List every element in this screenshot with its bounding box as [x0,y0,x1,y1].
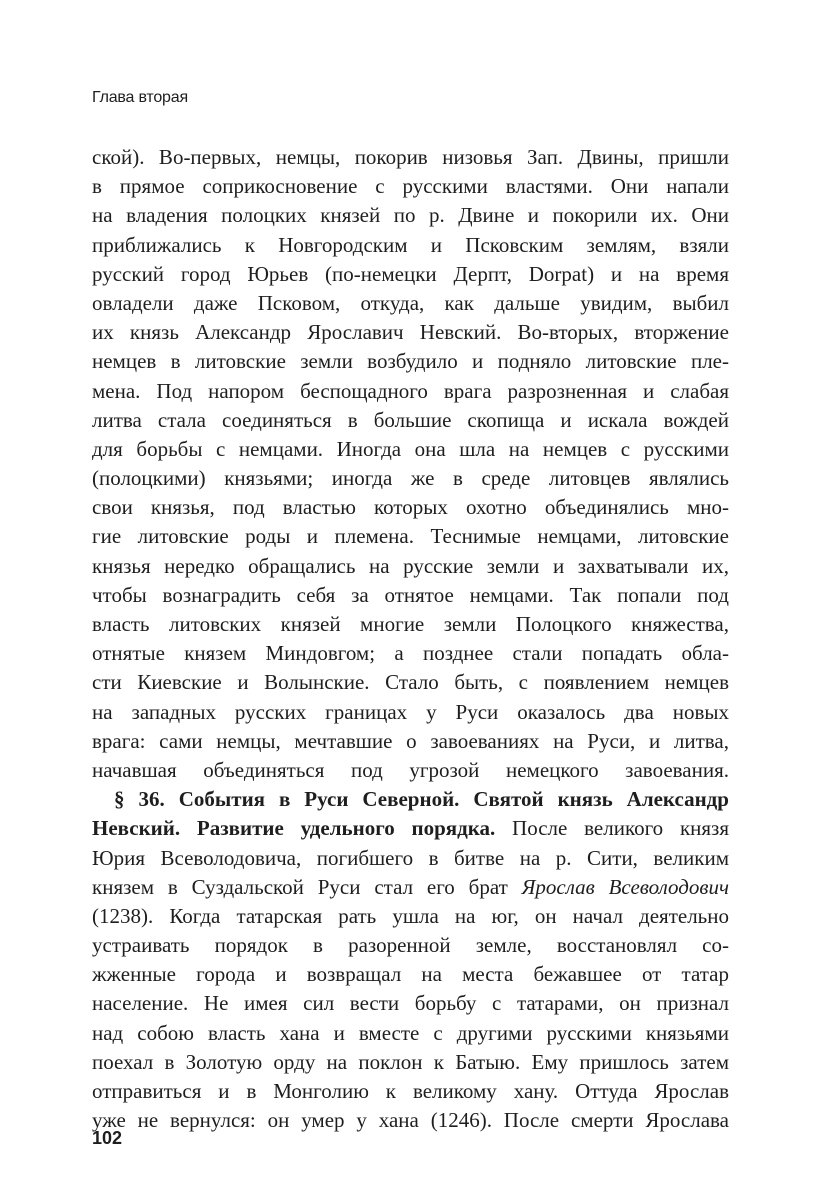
text-line: свои князья, под властью которых охотно объединялись мно- [92,495,729,520]
text-line: начавшая объединяться под угрозой немецкого завоевания. [92,757,729,782]
section-heading: § 36. События в Руси Северной. Святой князь Александр [114,787,729,812]
text-line: поехал в Золотую орду на поклон к Батыю. Ему пришлось затем [92,1049,729,1074]
body-text [92,143,729,1135]
text-line: Юрия Всеволодовича, погибшего в битве на р. Сити, великим [92,845,729,870]
text-line: жженные города и возвращал на места бежавшее от татар [92,962,729,987]
text-line: власть литовских князей многие земли Полоцкого княжества, [92,612,729,636]
text-line: литва стала соединяться в большие скопища и искала вождей [92,407,729,432]
page-number: 102 [92,1128,123,1148]
text-line [92,873,729,902]
text-line: врага: сами немцы, мечтавшие о завоеваниях на Руси, и литва, [92,728,729,753]
running-head: Глава вторая [92,89,188,106]
text-line [92,814,729,843]
text-line: уже не вернулся: он умер у хана (1246). После смерти Ярослава [92,1108,729,1133]
text-line: овладели даже Псковом, откуда, как дальше увидим, выбил [92,290,729,315]
text-line: в прямое соприкосновение с русскими властями. Они напали [92,174,729,199]
text-line: население. Не имея сил вести борьбу с татарами, он признал [92,991,729,1016]
text-line: отнятые князем Миндовгом; а позднее стали попадать обла- [92,641,729,666]
text-line: отправиться и в Монголию к великому хану. Оттуда Ярослав [92,1079,729,1103]
text-line: на владения полоцких князей по р. Двине и покорили их. Они [92,203,729,228]
text-line: над собою власть хана и вместе с другими русскими князьями [92,1020,729,1045]
text-line: устраивать порядок в разоренной земле, восстановлял со- [92,933,729,958]
text-line: (полоцкими) князьями; иногда же в среде литовцев являлись [92,466,729,491]
text-line: для борьбы с немцами. Иногда она шла на немцев с русскими [92,436,729,461]
text-line: приближались к Новгородским и Псковским землям, взяли [92,232,729,257]
section-heading: Невский. Развитие удельного порядка. [92,816,496,841]
text-line: их князь Александр Ярославич Невский. Во-вторых, вторжение [92,320,729,345]
text-line: русский город Юрьев (по-немецки Дерпт, Dorpat) и на время [92,261,729,286]
text-line: немцев в литовские земли возбудило и подняло литовские пле- [92,349,729,374]
text-line: гие литовские роды и племена. Теснимые немцами, литовские [92,524,729,549]
text-line: князья нередко обращались на русские земли и захватывали их, [92,553,729,578]
text-line: ской). Во-первых, немцы, покорив низовья Зап. Двины, пришли [92,145,729,169]
text-line: (1238). Когда татарская рать ушла на юг, он начал деятельно [92,903,729,928]
text-line: чтобы вознаградить себя за отнятое немцами. Так попали под [92,582,729,607]
text-line: на западных русских границах у Руси оказалось два новых [92,699,729,724]
text-line: мена. Под напором беспощадного врага разрозненная и слабая [92,378,729,403]
text-line: сти Киевские и Волынские. Стало быть, с появлением немцев [92,670,729,695]
text-run: князем в Суздальской Руси стал его брат [92,874,522,899]
section-heading-line [92,785,729,814]
italic-name: Ярослав Всеволодович [521,874,729,899]
text-run: После великого князя [495,816,729,841]
